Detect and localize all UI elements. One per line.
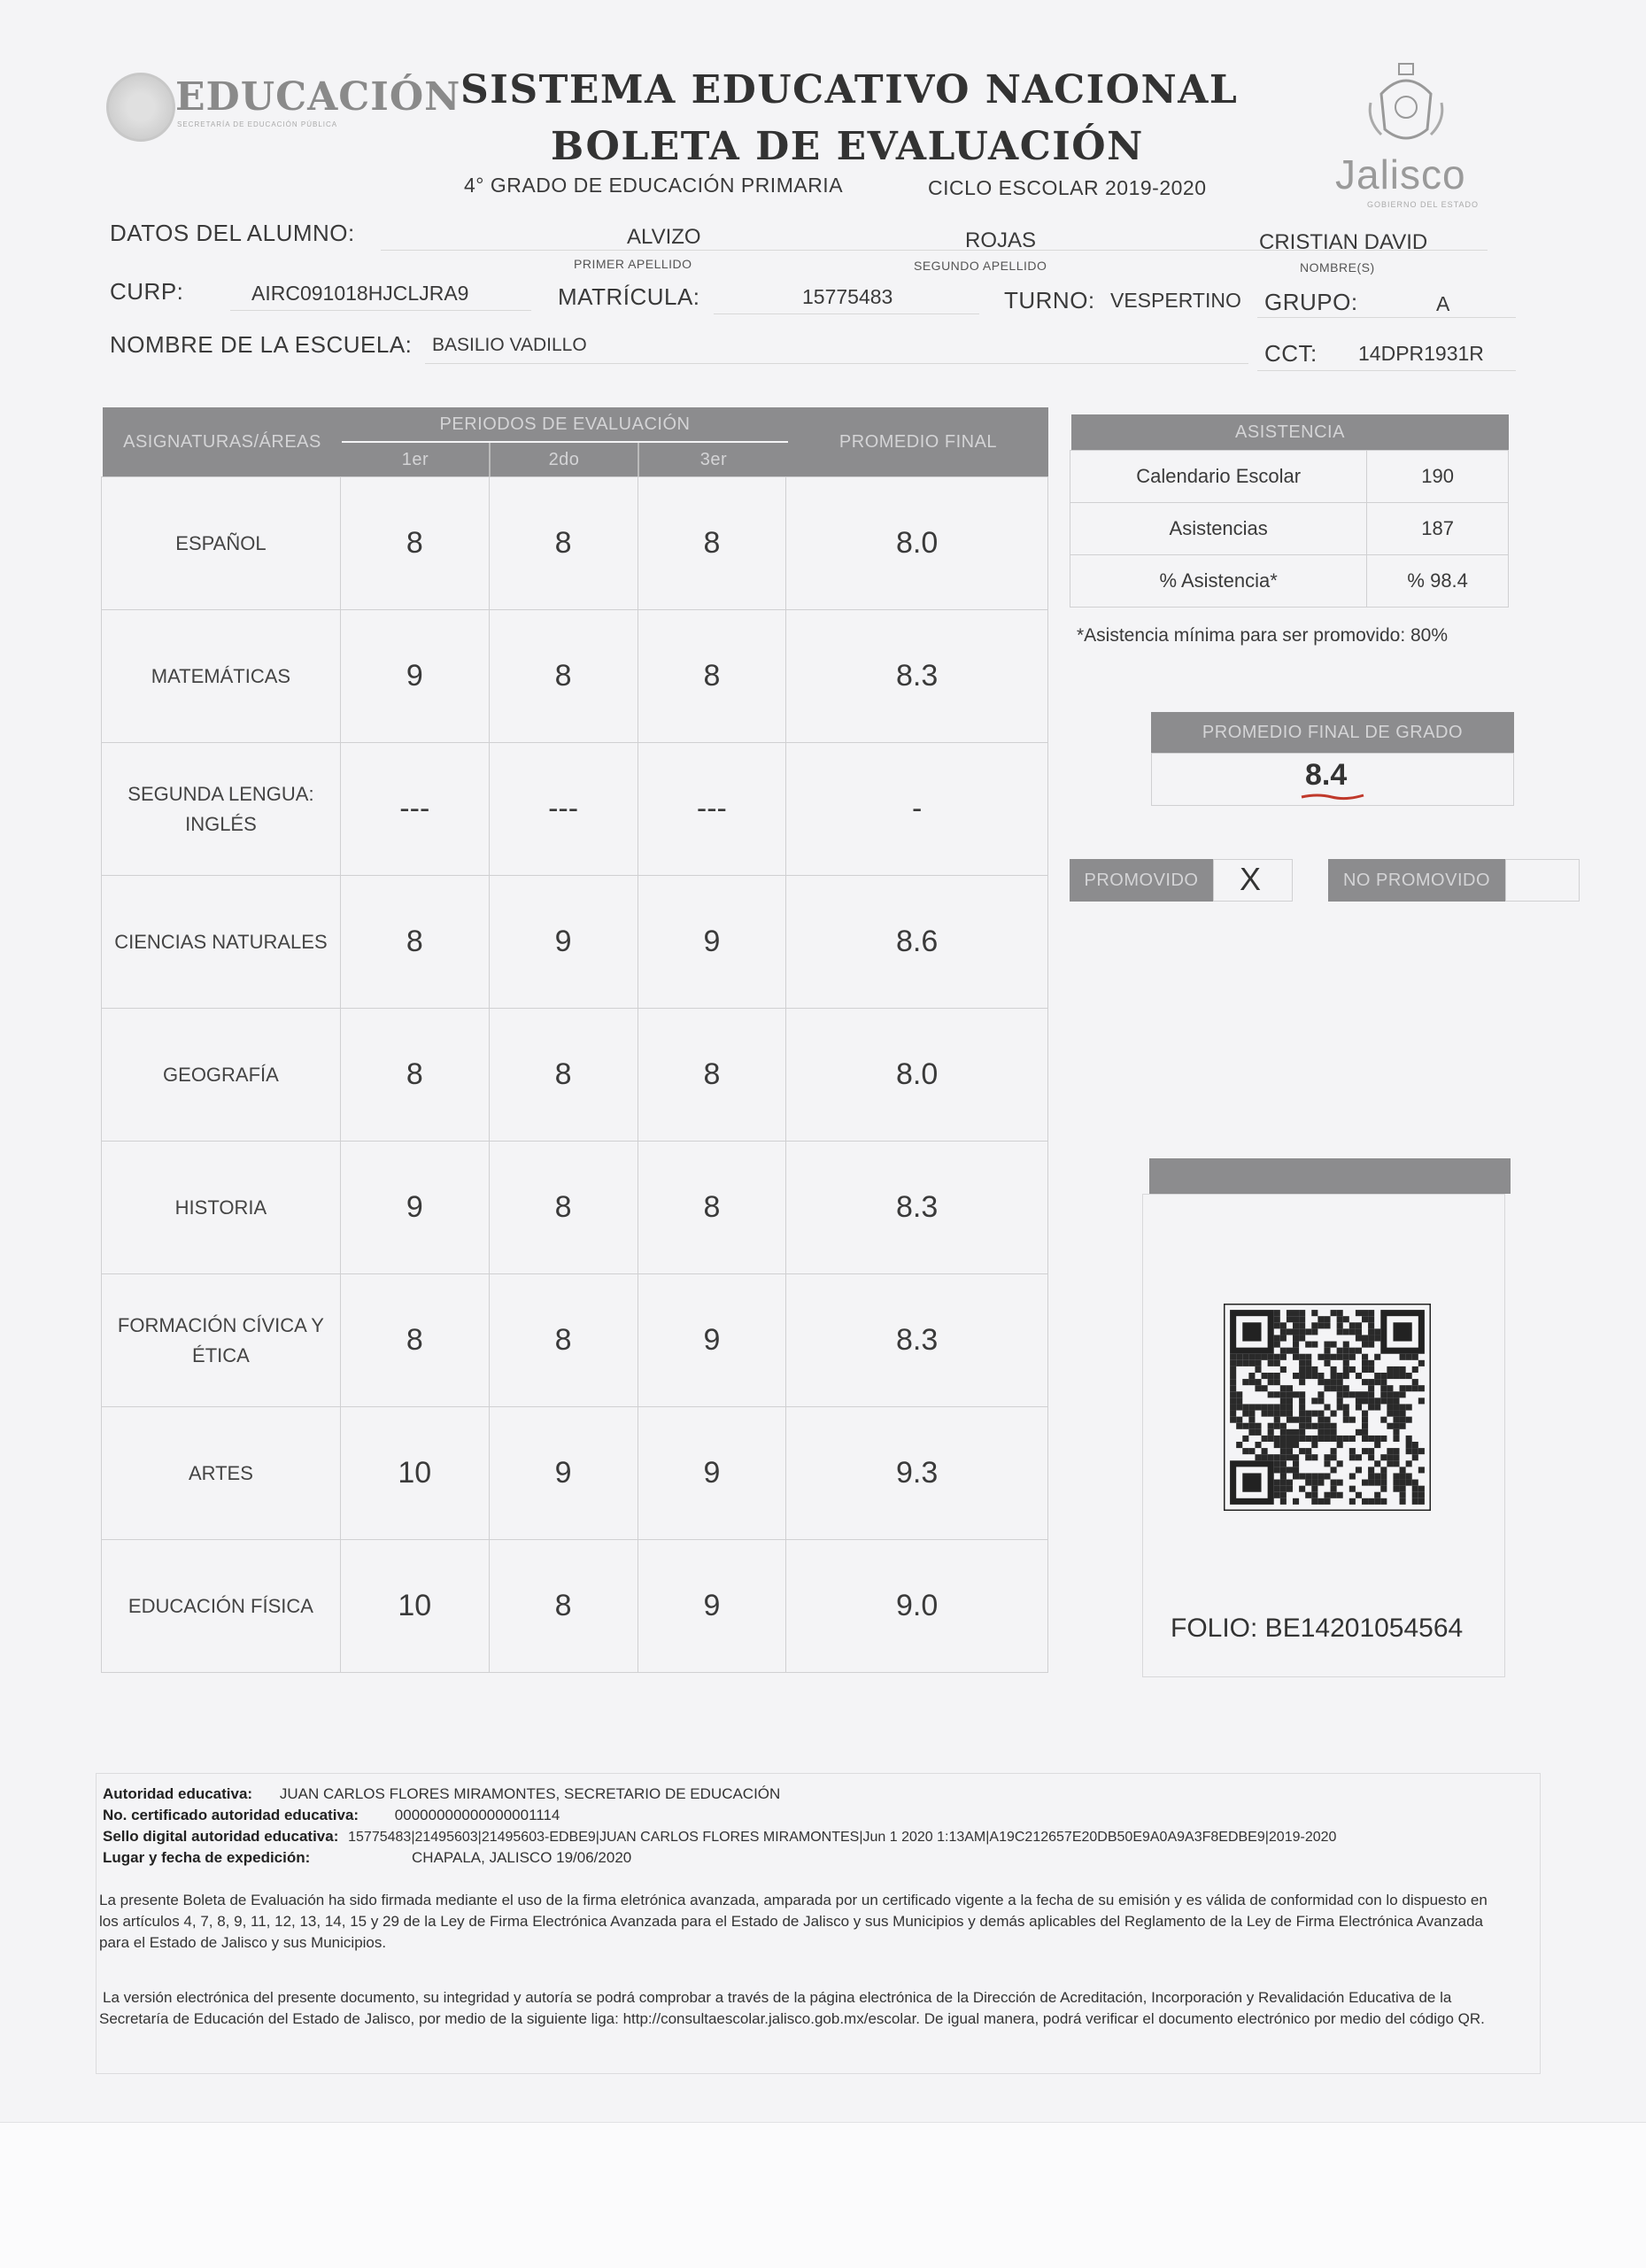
- period-3-grade: ---: [638, 743, 786, 876]
- qr-panel-header: [1149, 1158, 1511, 1194]
- subject-cell: FORMACIÓN CÍVICA Y ÉTICA: [102, 1274, 341, 1407]
- final-grade-value: 8.4: [1305, 758, 1348, 792]
- grade-row: [102, 477, 1048, 610]
- document-title-line1: SISTEMA EDUCATIVO NACIONAL: [460, 67, 1239, 112]
- grade-row: [102, 743, 1048, 876]
- curp-label: CURP:: [110, 278, 184, 305]
- grades-table: [101, 476, 1048, 1673]
- place-value: CHAPALA, JALISCO 19/06/2020: [412, 1849, 632, 1866]
- period-3-grade: 8: [638, 477, 786, 610]
- legal-paragraph-1: La presente Boleta de Evaluación ha sido firmada mediante el uso de la firma eletrónica avanzada, amparada por un certificado vigente a la fecha de su emisión y es válida de conformidad con lo dispuesto en los artículos 4, 7, 8, 9, 11, 12, 13, 14, 15 y 29 de la Ley de Firma Electrónica Avanzada para el Estado de Jalisco y sus Municipios y demás aplicables del Reglamento de la Ley de Firma Electrónica Avanzada para el Estado de Jalisco y sus Municipios.: [99, 1892, 1488, 1951]
- period-3-grade: 8: [638, 1142, 786, 1274]
- attendance-header: ASISTENCIA: [1071, 414, 1509, 450]
- period-2-grade: ---: [489, 743, 638, 876]
- periods-header: PERIODOS DE EVALUACIÓN: [342, 407, 788, 441]
- period-1-grade: 8: [340, 1274, 489, 1407]
- certificate-row: [103, 1807, 560, 1824]
- school-cycle: CICLO ESCOLAR 2019-2020: [928, 176, 1207, 199]
- period-2-grade: 8: [489, 1540, 638, 1673]
- jalisco-coat-of-arms-icon: [1364, 58, 1449, 156]
- attendance-row: [1070, 451, 1509, 503]
- period-2-grade: 8: [489, 1142, 638, 1274]
- sep-seal-icon: [106, 73, 175, 142]
- student-names-label: NOMBRE(S): [1300, 260, 1375, 275]
- document-title-line2: BOLETA DE EVALUACIÓN: [551, 124, 1144, 169]
- place-row: [103, 1849, 631, 1867]
- attendance-table: [1070, 450, 1509, 608]
- period-3-grade: 9: [638, 1407, 786, 1540]
- attendance-row: [1070, 503, 1509, 555]
- grade-row: [102, 1540, 1048, 1673]
- turno-value: VESPERTINO: [1110, 289, 1241, 312]
- grade-row: [102, 610, 1048, 743]
- period-2-header: 2do: [491, 443, 639, 476]
- school-name: BASILIO VADILLO: [432, 335, 587, 355]
- not-promoted-label: NO PROMOVIDO: [1328, 859, 1505, 902]
- final-grade-header: PROMEDIO FINAL DE GRADO: [1151, 712, 1514, 753]
- qr-code-icon: [1224, 1304, 1431, 1511]
- period-2-grade: 8: [489, 1009, 638, 1142]
- final-average: 8.0: [786, 1009, 1048, 1142]
- first-surname: ALVIZO: [627, 225, 701, 249]
- final-average: 9.0: [786, 1540, 1048, 1673]
- period-1-grade: 10: [340, 1540, 489, 1673]
- final-average: -: [786, 743, 1048, 876]
- matricula-value: 15775483: [802, 285, 893, 308]
- grade-row: [102, 1407, 1048, 1540]
- certificate-label: No. certificado autoridad educativa:: [103, 1807, 359, 1823]
- period-1-grade: ---: [340, 743, 489, 876]
- education-logo-subtext: SECRETARÍA DE EDUCACIÓN PÚBLICA: [177, 120, 338, 128]
- jalisco-logo-text: Jalisco: [1335, 151, 1466, 197]
- period-3-grade: 9: [638, 1274, 786, 1407]
- subject-cell: HISTORIA: [102, 1142, 341, 1274]
- turno-label: TURNO:: [1004, 287, 1095, 313]
- authority-row: [103, 1785, 780, 1803]
- cct-value: 14DPR1931R: [1358, 342, 1484, 365]
- grade-row: [102, 876, 1048, 1009]
- period-3-grade: 9: [638, 876, 786, 1009]
- period-2-grade: 8: [489, 477, 638, 610]
- attendance-value: 187: [1367, 503, 1509, 555]
- second-surname: ROJAS: [965, 228, 1037, 252]
- matricula-label: MATRÍCULA:: [558, 283, 700, 310]
- education-logo-text: EDUCACIÓN: [175, 74, 461, 120]
- subject-cell: ESPAÑOL: [102, 477, 341, 610]
- school-label: NOMBRE DE LA ESCUELA:: [110, 331, 413, 358]
- grade-row: [102, 1009, 1048, 1142]
- period-1-grade: 8: [340, 1009, 489, 1142]
- attendance-note: *Asistencia mínima para ser promovido: 80%: [1077, 625, 1449, 646]
- grade-row: [102, 1274, 1048, 1407]
- attendance-label: Asistencias: [1070, 503, 1367, 555]
- cct-label: CCT:: [1264, 340, 1318, 367]
- authority-label: Autoridad educativa:: [103, 1785, 253, 1802]
- subject-cell: SEGUNDA LENGUA: INGLÉS: [102, 743, 341, 876]
- final-average: 9.3: [786, 1407, 1048, 1540]
- promoted-label: PROMOVIDO: [1070, 859, 1213, 902]
- subject-cell: CIENCIAS NATURALES: [102, 876, 341, 1009]
- grupo-value: A: [1436, 292, 1450, 315]
- final-average-header: PROMEDIO FINAL: [788, 407, 1048, 476]
- period-1-grade: 9: [340, 1142, 489, 1274]
- student-data-label: DATOS DEL ALUMNO:: [110, 220, 355, 246]
- not-promoted-box: [1505, 859, 1580, 902]
- final-average: 8.3: [786, 1274, 1048, 1407]
- final-average: 8.0: [786, 477, 1048, 610]
- final-average: 8.3: [786, 610, 1048, 743]
- final-average: 8.6: [786, 876, 1048, 1009]
- period-3-grade: 8: [638, 1009, 786, 1142]
- red-underline-mark: [1300, 790, 1365, 802]
- period-1-header: 1er: [342, 443, 491, 476]
- subject-cell: ARTES: [102, 1407, 341, 1540]
- authority-value: JUAN CARLOS FLORES MIRAMONTES, SECRETARIO DE EDUCACIÓN: [279, 1785, 781, 1802]
- period-2-grade: 8: [489, 610, 638, 743]
- folio: FOLIO: BE14201054564: [1171, 1614, 1464, 1643]
- period-1-grade: 8: [340, 477, 489, 610]
- period-2-grade: 9: [489, 876, 638, 1009]
- attendance-label: Calendario Escolar: [1070, 451, 1367, 503]
- grade-row: [102, 1142, 1048, 1274]
- final-average: 8.3: [786, 1142, 1048, 1274]
- seal-label: Sello digital autoridad educativa:: [103, 1828, 339, 1845]
- legal-paragraph-2: La versión electrónica del presente documento, su integridad y autoría se podrá comprobar a través de la página electrónica de la Dirección de Acreditación, Incorporación y Revalidación Educativa de la Secretaría de Educación del Estado de Jalisco, por medio de la siguiente liga: http://consultaescolar.jalisco.gob.mx/escolar. De igual manera, podrá verificar el documento electrónico por medio del código QR.: [99, 1989, 1485, 2027]
- attendance-label: % Asistencia*: [1070, 555, 1367, 608]
- period-1-grade: 9: [340, 610, 489, 743]
- seal-value: 15775483|21495603|21495603-EDBE9|JUAN CARLOS FLORES MIRAMONTES|Jun 1 2020 1:13AM|A19C212657E20DB50E9A0A9A3F8EDBE9|2019-2020: [348, 1830, 1337, 1845]
- second-surname-label: SEGUNDO APELLIDO: [914, 259, 1047, 273]
- attendance-value: % 98.4: [1367, 555, 1509, 608]
- subject-cell: GEOGRAFÍA: [102, 1009, 341, 1142]
- period-2-grade: 9: [489, 1407, 638, 1540]
- page-bottom-edge: [0, 2122, 1646, 2268]
- first-surname-label: PRIMER APELLIDO: [574, 257, 692, 271]
- subjects-header: ASIGNATURAS/ÁREAS: [103, 407, 342, 476]
- period-3-grade: 9: [638, 1540, 786, 1673]
- period-3-header: 3er: [639, 443, 788, 476]
- seal-row: [103, 1828, 1336, 1846]
- attendance-value: 190: [1367, 451, 1509, 503]
- place-label: Lugar y fecha de expedición:: [103, 1849, 311, 1866]
- certificate-value: 00000000000000001114: [394, 1807, 560, 1823]
- grupo-label: GRUPO:: [1264, 289, 1358, 315]
- jalisco-logo-subtext: GOBIERNO DEL ESTADO: [1367, 200, 1480, 209]
- promoted-mark: X: [1240, 861, 1262, 897]
- subject-cell: MATEMÁTICAS: [102, 610, 341, 743]
- student-names: CRISTIAN DAVID: [1259, 230, 1428, 254]
- period-1-grade: 10: [340, 1407, 489, 1540]
- period-1-grade: 8: [340, 876, 489, 1009]
- period-3-grade: 8: [638, 610, 786, 743]
- attendance-row: [1070, 555, 1509, 608]
- period-2-grade: 8: [489, 1274, 638, 1407]
- subject-cell: EDUCACIÓN FÍSICA: [102, 1540, 341, 1673]
- grade-level: 4° GRADO DE EDUCACIÓN PRIMARIA: [464, 174, 844, 197]
- curp-value: AIRC091018HJCLJRA9: [251, 282, 469, 305]
